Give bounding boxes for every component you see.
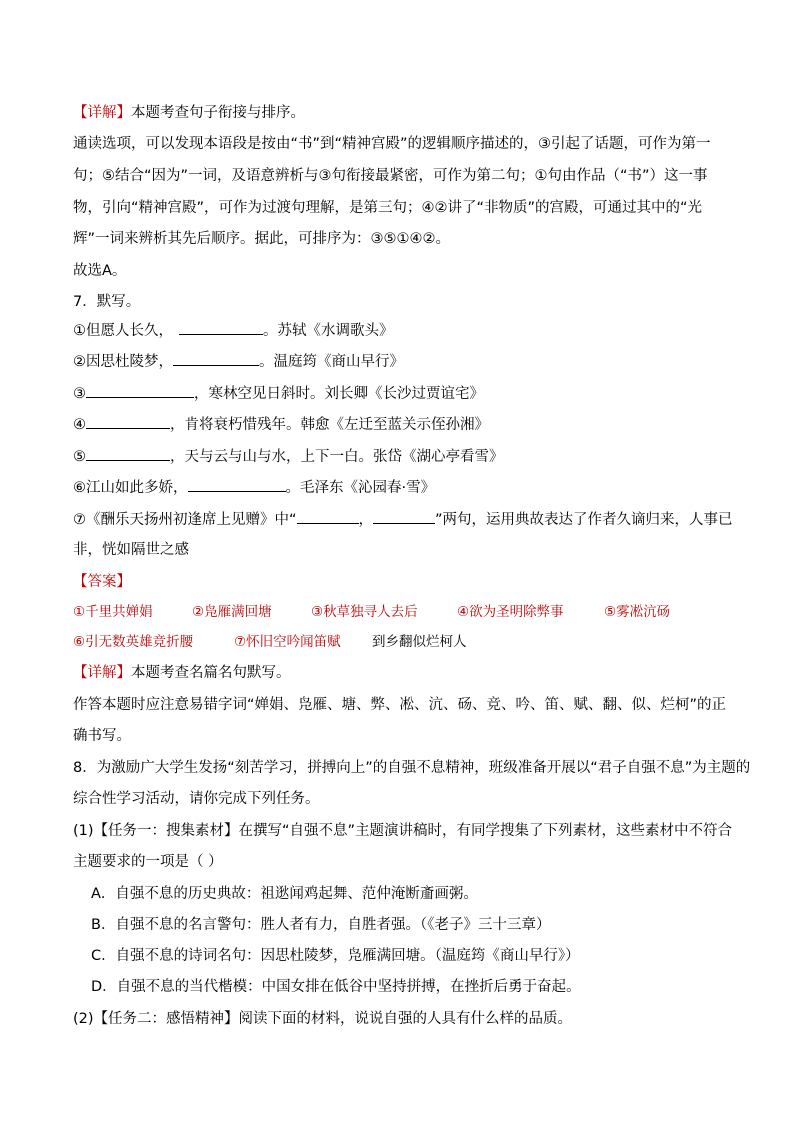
q8-task1: (1)【任务一：搜集素材】在撰写“自强不息”主题演讲稿时，有同学搜集了下列素材，这些素材中不符合 — [73, 823, 733, 839]
detail-tag: 【详解】 — [73, 105, 131, 121]
explain-line: 通读选项，可以发现本语段是按由“书”到“精神宫殿”的逻辑顺序描述的，③引起了话题，可作为第一 — [73, 136, 711, 152]
q7-title: 7．默写。 — [73, 294, 141, 310]
answer-item: ⑦怀旧空吟闻笛赋 — [234, 634, 341, 650]
q8-intro: 8．为激励广大学生发扬“刻苦学习，拼搏向上”的自强不息精神，班级准备开展以“君子自强不息”为主题的 — [73, 760, 751, 776]
choose-line: 故选A。 — [73, 263, 127, 279]
q7-item-7: ⑦《酬乐天扬州初逢席上见赠》中“ ， ”两句，运用典故表达了作者久谪归来，人事已 — [73, 509, 733, 530]
answer-item: ③秋草独寻人去后 — [311, 604, 418, 620]
q7-item: ④ ，肯将衰朽惜残年。韩愈《左迁至蓝关示侄孙湘》 — [73, 414, 489, 435]
q7-item: ②因思杜陵梦， 。温庭筠《商山早行》 — [73, 351, 404, 372]
note-line: 作答本题时应注意易错字词“婵娟、凫雁、塘、弊、凇、沆、砀、竞、吟、笛、赋、翻、似、烂柯”的正 — [73, 697, 727, 713]
answer-item: 到乡翻似烂柯人 — [372, 634, 467, 650]
detail-tag: 【详解】 — [73, 665, 131, 681]
detail-line — [73, 103, 305, 123]
option-b[interactable]: B．自强不息的名言警句：胜人者有力，自胜者强。（《老子》三十三章） — [91, 917, 551, 933]
option-c[interactable]: C．自强不息的诗词名句：因思杜陵梦，凫雁满回塘。（温庭筠《商山早行》） — [91, 948, 580, 964]
q7-item: ⑤ ，天与云与山与水，上下一白。张岱《湖心亭看雪》 — [73, 446, 504, 467]
fill-blank[interactable] — [86, 446, 170, 461]
q7-item-7-cont: 非，恍如隔世之感 — [73, 542, 189, 558]
fill-blank[interactable] — [179, 320, 263, 335]
q7-item: ⑥江山如此多娇， 。毛泽东《沁园春·雪》 — [73, 477, 435, 498]
explain-line: 物，引向“精神宫殿”，可作为过渡句理解，是第三句；④②讲了“非物质”的宫殿，可通过其中的“光 — [73, 200, 703, 216]
fill-blank[interactable] — [373, 509, 435, 524]
answer-tag: 【答案】 — [73, 574, 131, 590]
answer-item: ⑥引无数英雄竞折腰 — [73, 634, 194, 650]
note-line: 确书写。 — [73, 728, 131, 744]
q8-task1: 主题要求的一项是（ ） — [73, 854, 223, 870]
fill-blank[interactable] — [86, 383, 194, 398]
answer-item: ①千里共婵娟 — [73, 604, 153, 620]
fill-blank[interactable] — [297, 509, 359, 524]
detail-title: 本题考查句子衔接与排序。 — [131, 105, 305, 121]
q8-intro: 综合性学习活动，请你完成下列任务。 — [73, 791, 320, 807]
detail-line — [73, 663, 291, 683]
fill-blank[interactable] — [188, 477, 286, 492]
answer-item: ⑤雾凇沆砀 — [604, 604, 671, 620]
option-d[interactable]: D．自强不息的当代楷模：中国女排在低谷中坚持拼搏，在挫折后勇于奋起。 — [91, 979, 581, 995]
explain-line: 辉”一词来辨析其先后顺序。据此，可排序为：③⑤①④②。 — [73, 231, 451, 247]
explain-line: 句；⑤结合“因为”一词，及语意辨析与③句衔接最紧密，可作为第二句；①句由作品（“书”）这一事 — [73, 168, 708, 184]
fill-blank[interactable] — [173, 351, 259, 366]
detail-title: 本题考查名篇名句默写。 — [131, 665, 291, 681]
answer-item: ④欲为圣明除弊事 — [457, 604, 564, 620]
q7-item: ①但愿人长久， 。苏轼《水调歌头》 — [73, 320, 394, 341]
answer-item: ②凫雁满回塘 — [192, 604, 272, 620]
q8-task2: (2)【任务二：感悟精神】阅读下面的材料，说说自强的人具有什么样的品质。 — [73, 1011, 573, 1027]
option-a[interactable]: A．自强不息的历史典故：祖逖闻鸡起舞、范仲淹断齑画粥。 — [91, 886, 478, 902]
fill-blank[interactable] — [86, 414, 170, 429]
q7-item: ③ ，寒林空见日斜时。刘长卿《长沙过贾谊宅》 — [73, 383, 484, 404]
